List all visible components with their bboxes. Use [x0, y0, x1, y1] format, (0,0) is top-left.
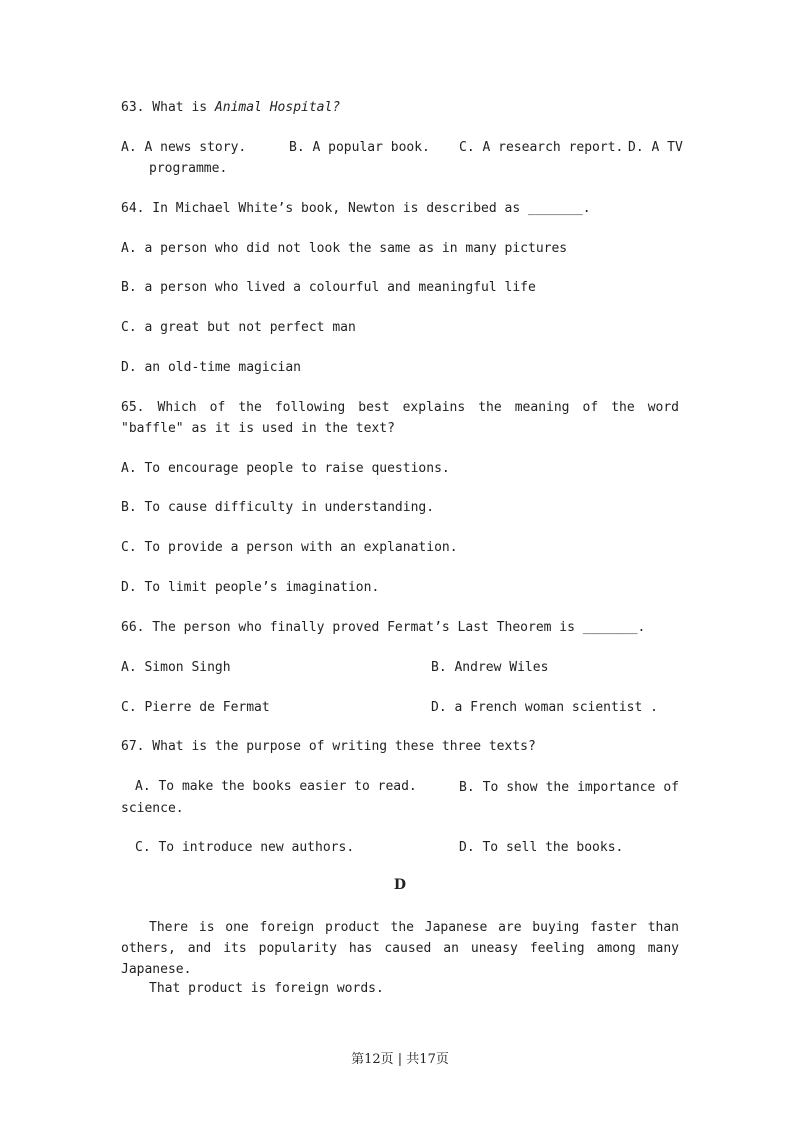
question-66-option-b: B. Andrew Wiles	[431, 660, 549, 675]
question-63-option-d: D. A TV	[628, 140, 683, 155]
question-64-option-b: B. a person who lived a colourful and meaningful life	[121, 280, 536, 295]
question-64-option-c: C. a great but not perfect man	[121, 320, 356, 335]
question-67-option-b: B. To show the importance of science.	[121, 780, 679, 816]
question-63-option-a: A. A news story.	[121, 140, 247, 155]
question-63-option-b: B. A popular book.	[289, 140, 430, 155]
question-67-option-d: D. To sell the books.	[459, 840, 624, 855]
question-66-option-c: C. Pierre de Fermat	[121, 700, 270, 715]
question-63-stem: 63. What is Animal Hospital?	[121, 100, 341, 115]
question-65-option-b: B. To cause difficulty in understanding.	[121, 500, 435, 515]
question-67-option-c: C. To introduce new authors.	[135, 840, 355, 855]
question-63-option-c: C. A research report.	[459, 140, 624, 155]
question-66-option-d: D. a French woman scientist .	[431, 700, 658, 715]
section-heading-d: D	[393, 877, 407, 893]
question-64-option-d: D. an old-time magician	[121, 360, 302, 375]
question-66-option-a: A. Simon Singh	[121, 660, 231, 675]
page-footer: 第12页 | 共17页	[351, 1052, 449, 1067]
question-64-stem: 64. In Michael White’s book, Newton is described as _______.	[121, 201, 591, 216]
passage-paragraph-2: That product is foreign words.	[149, 981, 384, 996]
question-67-stem: 67. What is the purpose of writing these three texts?	[121, 739, 536, 754]
question-66-stem: 66. The person who finally proved Fermat’s Last Theorem is _______.	[121, 620, 646, 635]
question-64-option-a: A. a person who did not look the same as in many pictures	[121, 241, 568, 256]
question-65-option-d: D. To limit people’s imagination.	[121, 580, 380, 595]
question-65-option-c: C. To provide a person with an explanation.	[121, 540, 458, 555]
passage-paragraph-1: There is one foreign product the Japanese are buying faster than others, and its popularity has caused an uneasy feeling among many Japanese.	[121, 920, 679, 977]
question-65-stem: 65. Which of the following best explains the meaning of the word "baffle" as it is used in the text?	[121, 400, 679, 436]
question-67-option-a: A. To make the books easier to read.	[135, 779, 417, 794]
question-65-option-a: A. To encourage people to raise questions.	[121, 461, 450, 476]
question-63-option-d-wrap: programme.	[149, 161, 228, 176]
